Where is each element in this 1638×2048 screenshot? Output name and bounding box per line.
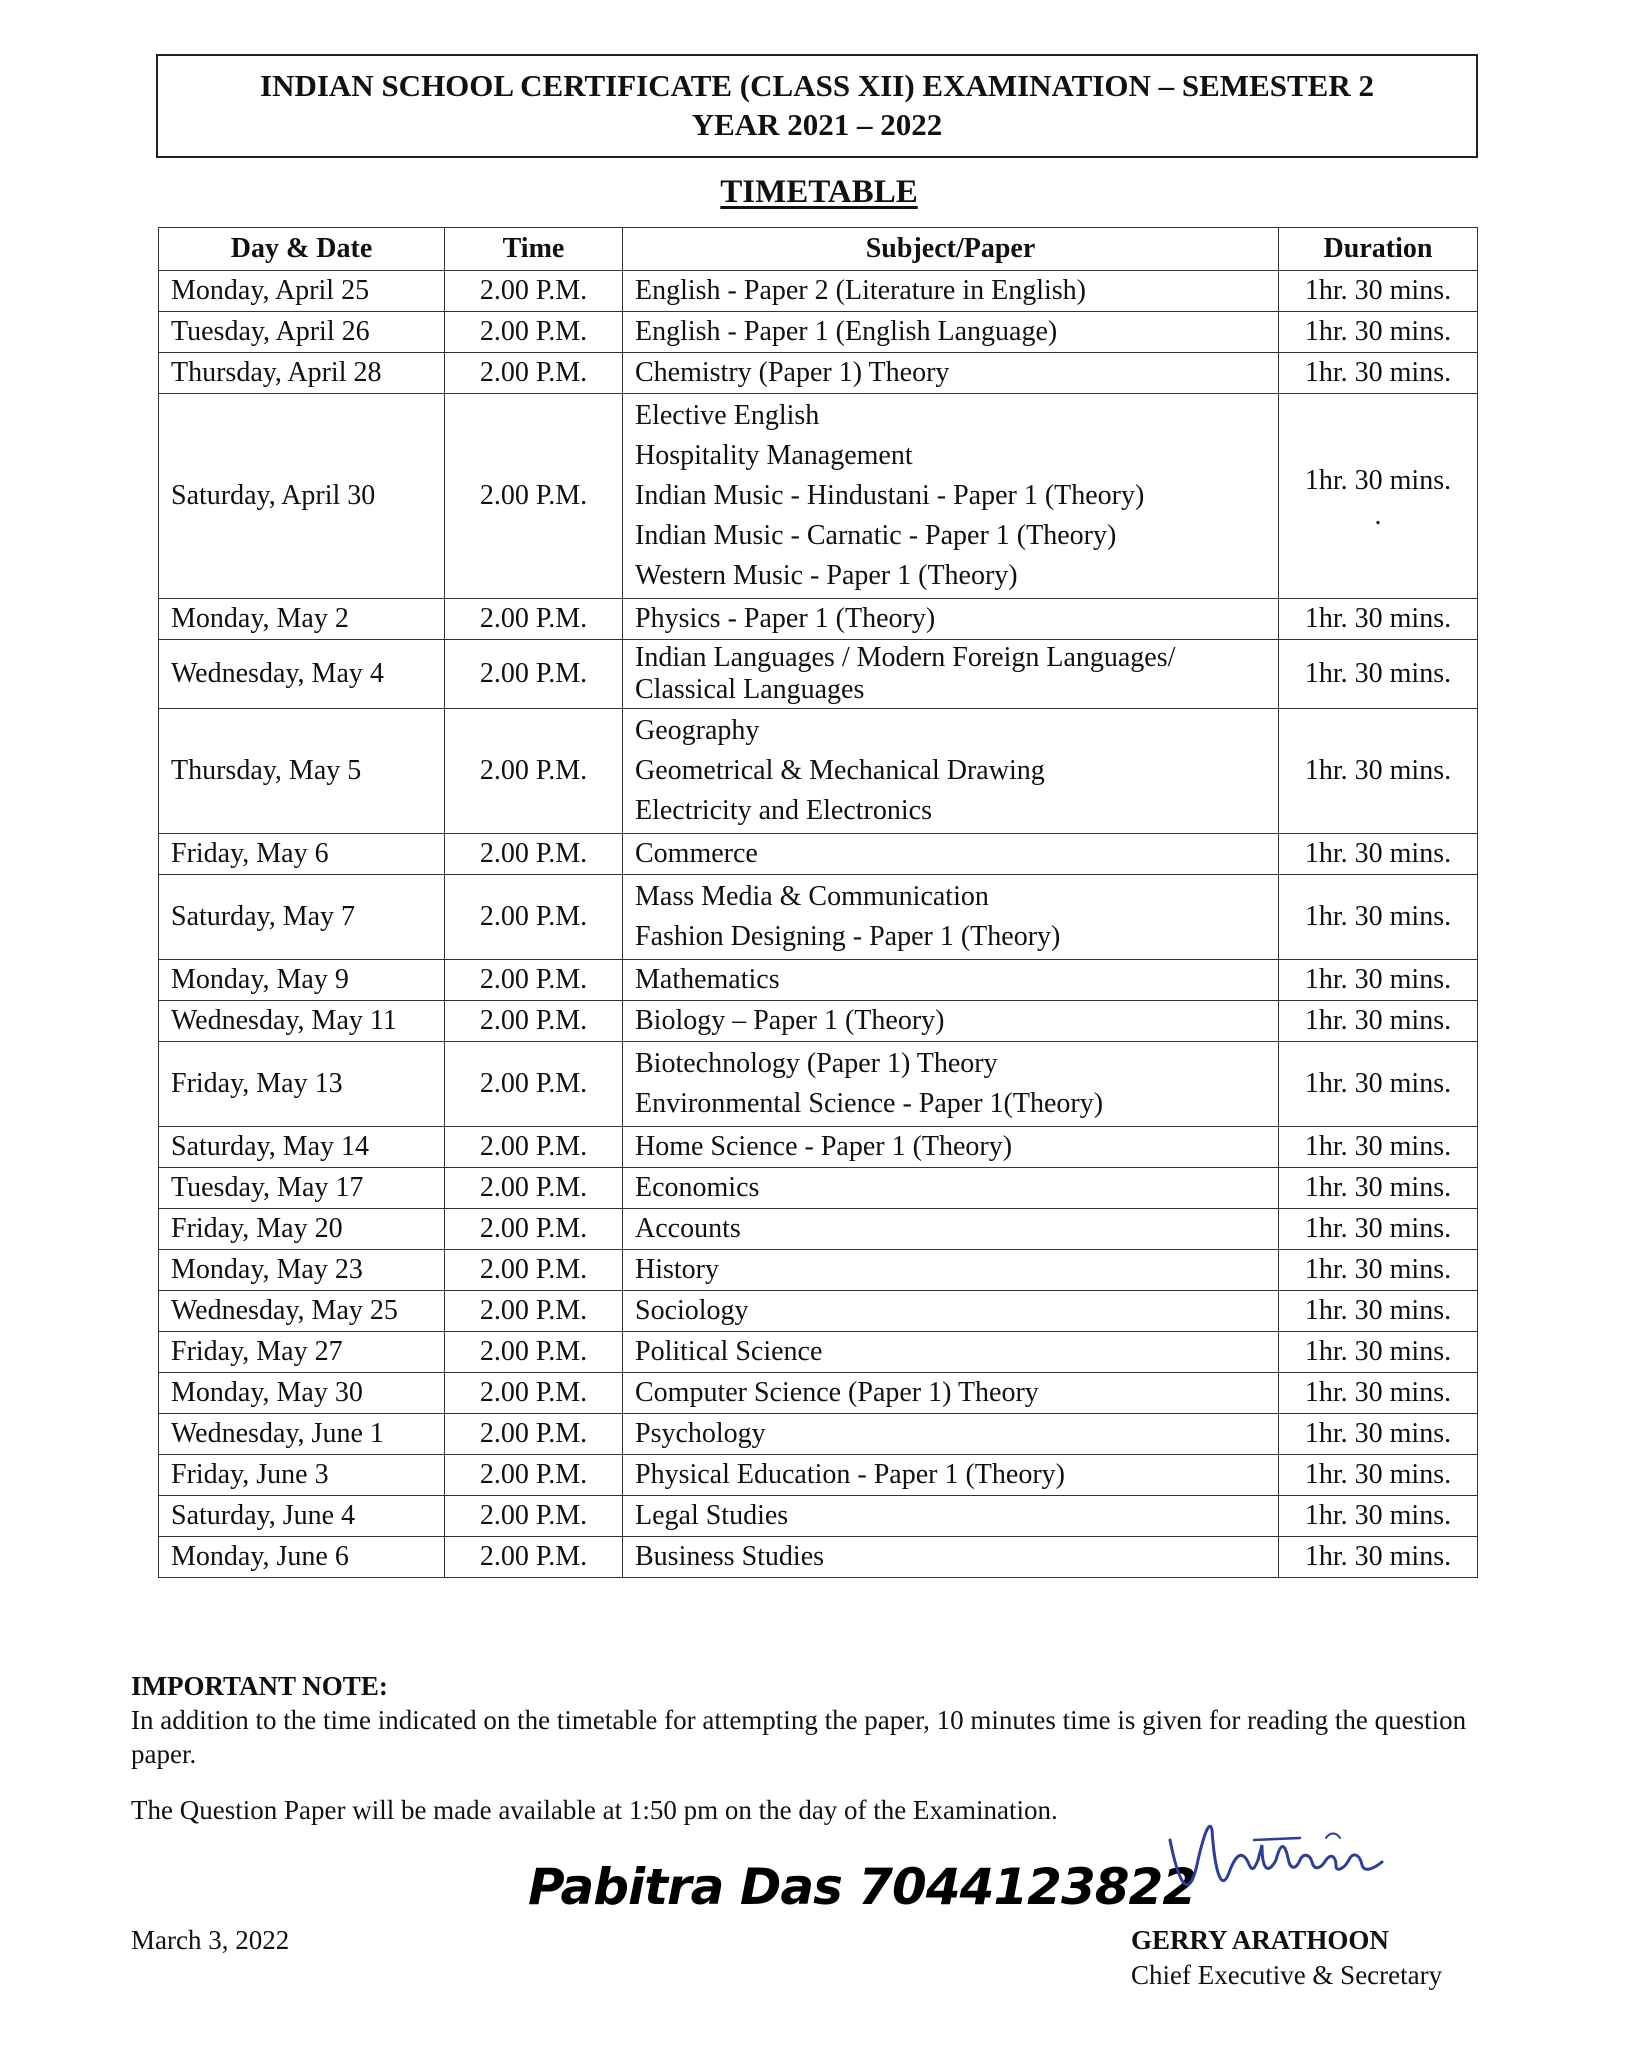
cell-subject [623, 1332, 1279, 1373]
table-header-row [159, 228, 1478, 271]
cell-duration [1279, 1414, 1478, 1455]
cell-day-date: Wednesday, May 25 [159, 1291, 445, 1332]
table-row [159, 312, 1478, 353]
cell-duration [1279, 1373, 1478, 1414]
table-row [159, 875, 1478, 960]
subject-line: Economics [635, 1172, 760, 1203]
subject-line: Physical Education - Paper 1 (Theory) [635, 1459, 1065, 1490]
cell-subject [623, 1127, 1279, 1168]
subject-line: Biology – Paper 1 (Theory) [635, 1005, 945, 1036]
document-title: INDIAN SCHOOL CERTIFICATE (CLASS XII) EXAMINATION – SEMESTER 2 [260, 68, 1374, 103]
subject-line: Mathematics [635, 964, 780, 995]
table-row [159, 1209, 1478, 1250]
cell-subject [623, 312, 1279, 353]
subject-line: English - Paper 2 (Literature in English) [635, 275, 1086, 306]
duration-text: 1hr. 30 mins. [1304, 1459, 1452, 1490]
duration-text: 1hr. 30 mins. [1304, 316, 1452, 347]
cell-time: 2.00 P.M. [445, 1332, 623, 1373]
cell-subject [623, 1001, 1279, 1042]
note-paragraph-availability: The Question Paper will be made available at 1:50 pm on the day of the Examination. [131, 1795, 1058, 1825]
duration-text: 1hr. 30 mins. [1304, 1131, 1452, 1162]
signatory-title: Chief Executive & Secretary [1131, 1960, 1443, 1990]
subject-line: History [635, 1254, 719, 1285]
cell-day-date: Friday, May 27 [159, 1332, 445, 1373]
duration-text: 1hr. 30 mins. [1304, 1068, 1452, 1099]
cell-subject [623, 1455, 1279, 1496]
duration-text: 1hr. 30 mins. [1304, 755, 1452, 786]
subject-line: Legal Studies [635, 1500, 789, 1531]
table-row [159, 834, 1478, 875]
cell-duration [1279, 353, 1478, 394]
table-row [159, 353, 1478, 394]
duration-text: 1hr. 30 mins. [1304, 1541, 1452, 1572]
signature-image [1150, 1800, 1410, 1920]
cell-subject [623, 1496, 1279, 1537]
subject-line: Environmental Science - Paper 1(Theory) [635, 1088, 1104, 1119]
cell-duration [1279, 1537, 1478, 1578]
cell-subject [623, 1168, 1279, 1209]
cell-time: 2.00 P.M. [445, 960, 623, 1001]
cell-duration [1279, 1001, 1478, 1042]
cell-duration [1279, 1250, 1478, 1291]
cell-subject [623, 271, 1279, 312]
table-row [159, 709, 1478, 834]
table-row [159, 394, 1478, 599]
cell-time: 2.00 P.M. [445, 353, 623, 394]
subject-line: Political Science [635, 1336, 823, 1367]
subject-line: Home Science - Paper 1 (Theory) [635, 1131, 1013, 1162]
subject-line: Commerce [635, 838, 758, 869]
cell-time: 2.00 P.M. [445, 875, 623, 960]
duration-text: 1hr. 30 mins. [1304, 658, 1452, 689]
cell-day-date: Tuesday, April 26 [159, 312, 445, 353]
duration-text: 1hr. 30 mins. [1304, 1172, 1452, 1203]
table-row [159, 599, 1478, 640]
subject-line: Hospitality Management [635, 440, 913, 471]
cell-duration [1279, 394, 1478, 599]
cell-time: 2.00 P.M. [445, 394, 623, 599]
table-row [159, 271, 1478, 312]
cell-day-date: Monday, May 23 [159, 1250, 445, 1291]
cell-duration [1279, 1332, 1478, 1373]
duration-text: 1hr. 30 mins. [1304, 901, 1452, 932]
cell-time: 2.00 P.M. [445, 1496, 623, 1537]
cell-day-date: Thursday, May 5 [159, 709, 445, 834]
cell-day-date: Wednesday, May 4 [159, 640, 445, 709]
subject-line: Electricity and Electronics [635, 795, 932, 826]
table-row [159, 1496, 1478, 1537]
subject-line: English - Paper 1 (English Language) [635, 316, 1058, 347]
cell-subject [623, 353, 1279, 394]
cell-time: 2.00 P.M. [445, 1042, 623, 1127]
note-title: IMPORTANT NOTE: [131, 1671, 388, 1701]
duration-text: 1hr. 30 mins. [1304, 1418, 1452, 1449]
column-header-time: Time [445, 228, 623, 271]
duration-text: 1hr. 30 mins. [1304, 465, 1452, 496]
cell-subject [623, 834, 1279, 875]
duration-text: 1hr. 30 mins. [1304, 603, 1452, 634]
table-row [159, 1250, 1478, 1291]
cell-time: 2.00 P.M. [445, 271, 623, 312]
cell-duration [1279, 709, 1478, 834]
cell-day-date: Friday, May 13 [159, 1042, 445, 1127]
issue-date: March 3, 2022 [131, 1925, 290, 1955]
cell-duration [1279, 1042, 1478, 1127]
cell-duration [1279, 960, 1478, 1001]
table-row [159, 1127, 1478, 1168]
cell-day-date: Friday, June 3 [159, 1455, 445, 1496]
cell-time: 2.00 P.M. [445, 709, 623, 834]
duration-text: 1hr. 30 mins. [1304, 1377, 1452, 1408]
cell-day-date: Wednesday, June 1 [159, 1414, 445, 1455]
subject-line: Indian Music - Hindustani - Paper 1 (Theory) [635, 480, 1145, 511]
subject-line: Indian Music - Carnatic - Paper 1 (Theory) [635, 520, 1117, 551]
duration-text: 1hr. 30 mins. [1304, 1254, 1452, 1285]
cell-subject [623, 1291, 1279, 1332]
cell-day-date: Monday, June 6 [159, 1537, 445, 1578]
cell-time: 2.00 P.M. [445, 1127, 623, 1168]
cell-time: 2.00 P.M. [445, 1414, 623, 1455]
subject-line: Physics - Paper 1 (Theory) [635, 603, 936, 634]
document-year: YEAR 2021 – 2022 [691, 107, 943, 142]
cell-subject [623, 1537, 1279, 1578]
subject-line: Geometrical & Mechanical Drawing [635, 755, 1045, 786]
cell-duration [1279, 312, 1478, 353]
cell-duration [1279, 1496, 1478, 1537]
table-row [159, 1001, 1478, 1042]
table-row [159, 1042, 1478, 1127]
duration-text: 1hr. 30 mins. [1304, 1005, 1452, 1036]
note-paragraph-reading-time: In addition to the time indicated on the timetable for attempting the paper, 10 minutes time is given for reading the question paper. [131, 1705, 1467, 1769]
cell-time: 2.00 P.M. [445, 599, 623, 640]
cell-day-date: Monday, May 9 [159, 960, 445, 1001]
cell-time: 2.00 P.M. [445, 1455, 623, 1496]
subject-line: Mass Media & Communication [635, 881, 989, 912]
cell-time: 2.00 P.M. [445, 1291, 623, 1332]
cell-day-date: Thursday, April 28 [159, 353, 445, 394]
cell-subject [623, 1209, 1279, 1250]
duration-text: 1hr. 30 mins. [1304, 1213, 1452, 1244]
duration-note: . [1374, 500, 1382, 531]
cell-day-date: Monday, May 2 [159, 599, 445, 640]
cell-day-date: Monday, April 25 [159, 271, 445, 312]
table-row [159, 1537, 1478, 1578]
cell-duration [1279, 1291, 1478, 1332]
subject-line: Business Studies [635, 1541, 825, 1572]
column-header-duration: Duration [1279, 228, 1478, 271]
subject-line: Classical Languages [635, 674, 865, 705]
cell-duration [1279, 1168, 1478, 1209]
cell-duration [1279, 271, 1478, 312]
duration-text: 1hr. 30 mins. [1304, 1295, 1452, 1326]
cell-time: 2.00 P.M. [445, 1373, 623, 1414]
cell-day-date: Saturday, June 4 [159, 1496, 445, 1537]
timetable-body [159, 271, 1478, 1578]
subject-line: Western Music - Paper 1 (Theory) [635, 560, 1018, 591]
subject-line: Indian Languages / Modern Foreign Languages/ [635, 642, 1176, 673]
cell-subject [623, 640, 1279, 709]
table-row [159, 1332, 1478, 1373]
cell-duration [1279, 1209, 1478, 1250]
cell-duration [1279, 1127, 1478, 1168]
timetable-heading: TIMETABLE [720, 174, 918, 210]
subject-line: Biotechnology (Paper 1) Theory [635, 1048, 998, 1079]
cell-day-date: Saturday, May 7 [159, 875, 445, 960]
cell-day-date: Saturday, May 14 [159, 1127, 445, 1168]
cell-duration [1279, 875, 1478, 960]
duration-text: 1hr. 30 mins. [1304, 1500, 1452, 1531]
table-row [159, 1455, 1478, 1496]
cell-day-date: Friday, May 6 [159, 834, 445, 875]
duration-text: 1hr. 30 mins. [1304, 964, 1452, 995]
cell-duration [1279, 1455, 1478, 1496]
cell-time: 2.00 P.M. [445, 834, 623, 875]
cell-subject [623, 709, 1279, 834]
column-header-subject: Subject/Paper [623, 228, 1279, 271]
table-row [159, 1414, 1478, 1455]
cell-time: 2.00 P.M. [445, 1168, 623, 1209]
cell-day-date: Monday, May 30 [159, 1373, 445, 1414]
table-row [159, 960, 1478, 1001]
cell-time: 2.00 P.M. [445, 1001, 623, 1042]
cell-duration [1279, 599, 1478, 640]
subject-line: Elective English [635, 400, 820, 431]
cell-time: 2.00 P.M. [445, 1209, 623, 1250]
cell-subject [623, 1373, 1279, 1414]
table-row [159, 1291, 1478, 1332]
subject-line: Accounts [635, 1213, 741, 1244]
cell-subject [623, 1250, 1279, 1291]
cell-time: 2.00 P.M. [445, 640, 623, 709]
subject-line: Psychology [635, 1418, 766, 1449]
cell-time: 2.00 P.M. [445, 312, 623, 353]
cell-duration [1279, 834, 1478, 875]
timetable-table [158, 227, 1478, 1578]
subject-line: Sociology [635, 1295, 749, 1326]
duration-text: 1hr. 30 mins. [1304, 357, 1452, 388]
cell-time: 2.00 P.M. [445, 1537, 623, 1578]
cell-subject [623, 960, 1279, 1001]
cell-day-date: Saturday, April 30 [159, 394, 445, 599]
table-row [159, 640, 1478, 709]
subject-line: Fashion Designing - Paper 1 (Theory) [635, 921, 1061, 952]
cell-subject [623, 875, 1279, 960]
cell-subject [623, 394, 1279, 599]
watermark-text: Pabitra Das 7044123822 [528, 1858, 1197, 1916]
subject-line: Computer Science (Paper 1) Theory [635, 1377, 1039, 1408]
cell-duration [1279, 640, 1478, 709]
cell-subject [623, 1414, 1279, 1455]
subject-line: Geography [635, 715, 760, 746]
cell-subject [623, 599, 1279, 640]
table-row [159, 1373, 1478, 1414]
cell-subject [623, 1042, 1279, 1127]
cell-day-date: Tuesday, May 17 [159, 1168, 445, 1209]
subject-line: Chemistry (Paper 1) Theory [635, 357, 950, 388]
signatory-name: GERRY ARATHOON [1131, 1925, 1389, 1955]
cell-time: 2.00 P.M. [445, 1250, 623, 1291]
cell-day-date: Wednesday, May 11 [159, 1001, 445, 1042]
document-title-box [156, 54, 1478, 158]
cell-day-date: Friday, May 20 [159, 1209, 445, 1250]
duration-text: 1hr. 30 mins. [1304, 1336, 1452, 1367]
column-header-date: Day & Date [159, 228, 445, 271]
duration-text: 1hr. 30 mins. [1304, 275, 1452, 306]
duration-text: 1hr. 30 mins. [1304, 838, 1452, 869]
table-row [159, 1168, 1478, 1209]
